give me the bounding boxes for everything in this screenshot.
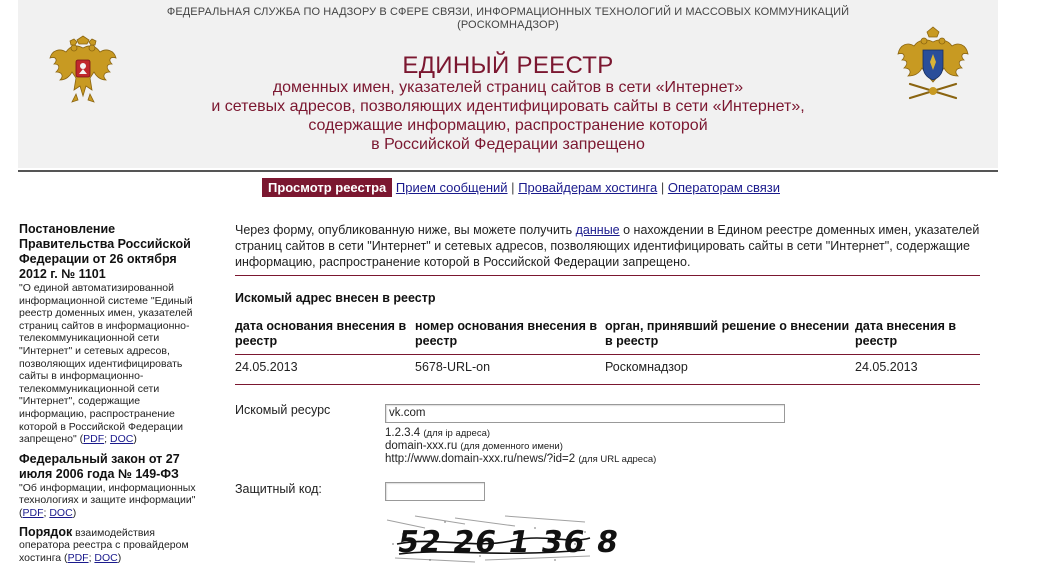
order-doc-link[interactable]: DOC bbox=[94, 551, 118, 564]
main-content bbox=[235, 222, 980, 385]
main-nav bbox=[0, 178, 1042, 197]
law-doc-link[interactable]: DOC bbox=[49, 506, 73, 519]
law-title: Федеральный закон от 27 июля 2006 года № 149-ФЗ bbox=[19, 451, 180, 481]
header-divider bbox=[18, 170, 998, 172]
col-entry-date: дата внесения в реестр bbox=[855, 319, 957, 348]
decree-pdf-link[interactable]: PDF bbox=[83, 433, 105, 446]
decree-doc-link[interactable]: DOC bbox=[110, 433, 134, 446]
nav-messages[interactable]: Прием сообщений bbox=[395, 180, 508, 195]
result-title: Искомый адрес внесен в реестр bbox=[235, 291, 436, 305]
nav-telecom-operators[interactable]: Операторам связи bbox=[667, 180, 780, 195]
sidebar-decree: Постановление Правительства Российской Федерации от 26 октября 2012 г. № 1101 "О единой автоматизированной информационной системе "Единый реестр доменных имен, указателей страниц сайтов в информационно-телекоммуникационной сети "Интернет" и сетевых адресов, позволяющих идентифицировать сайты в информационно-телекоммуникационной сети "Интернет", содержащие информацию, распространение которой в Российской Федерации запрещено" (PDF; DOC) bbox=[19, 222, 201, 446]
captcha-input[interactable] bbox=[385, 482, 485, 501]
sidebar-order: Порядок взаимодействия оператора реестра с провайдером хостинга (PDF; DOC) bbox=[19, 524, 189, 564]
table-row bbox=[235, 355, 980, 374]
col-basis-number: номер основания внесения в реестр bbox=[415, 319, 598, 348]
order-text: взаимодействия оператора реестра с провайдером хостинга bbox=[19, 526, 189, 564]
sidebar-law: Федеральный закон от 27 июля 2006 года № 149-ФЗ "Об информации, информационных технологиях и защите информации" (PDF; DOC) bbox=[19, 452, 201, 520]
nav-hosting-providers[interactable]: Провайдерам хостинга bbox=[518, 180, 658, 195]
col-basis-date: дата основания внесения в реестр bbox=[235, 319, 407, 348]
cell-basis-number: 5678-URL-on bbox=[415, 360, 491, 374]
resource-hints: 1.2.3.4 (для ip адреса) domain-xxx.ru (для доменного имени) http://www.domain-xxx.ru/news/?id=2 (для URL адреса) bbox=[385, 427, 657, 465]
result-table bbox=[235, 319, 980, 385]
section-divider bbox=[235, 275, 980, 276]
col-authority: орган, принявший решение о внесении в реестр bbox=[605, 319, 850, 348]
intro-text: Через форму, опубликованную ниже, вы можете получить данные о нахождении в Едином реестре доменных имен, указателей страниц сайтов в сети "Интернет" и сетевых адресов, позволяющих идентифицировать сайты в сети "Интернет", содержащие информацию, распространение которой в Российской Федерации запрещено. bbox=[235, 223, 980, 269]
nav-separator: | bbox=[660, 180, 665, 195]
cell-basis-date: 24.05.2013 bbox=[235, 360, 298, 374]
agency-name: ФЕДЕРАЛЬНАЯ СЛУЖБА ПО НАДЗОРУ В СФЕРЕ СВЯЗИ, ИНФОРМАЦИОННЫХ ТЕХНОЛОГИЙ И МАССОВЫХ КОММУНИКАЦИЙ (РОСКОМНАДЗОР) bbox=[166, 6, 850, 31]
table-rule-row bbox=[235, 374, 980, 385]
nav-separator: | bbox=[511, 180, 515, 195]
order-title: Порядок bbox=[19, 524, 73, 539]
data-link[interactable]: данные bbox=[575, 223, 620, 237]
order-pdf-link[interactable]: PDF bbox=[67, 551, 89, 564]
registry-title: ЕДИНЫЙ РЕЕСТР bbox=[402, 52, 614, 79]
captcha-image bbox=[385, 514, 622, 564]
captcha-label: Защитный код: bbox=[235, 482, 322, 496]
decree-title: Постановление Правительства Российской Федерации от 26 октября 2012 г. № 1101 bbox=[19, 222, 191, 281]
law-text: "Об информации, информационных технологиях и защите информации" bbox=[19, 481, 196, 507]
resource-input[interactable] bbox=[385, 404, 785, 423]
law-pdf-link[interactable]: PDF bbox=[22, 506, 44, 519]
site-header bbox=[18, 0, 998, 168]
cell-authority: Роскомнадзор bbox=[605, 360, 688, 374]
decree-text: "О единой автоматизированной информационной системе "Единый реестр доменных имен, указателей страниц сайтов в информационно-телекоммуникационной сети "Интернет" и сетевых адресов, позволяющих идентифицировать сайты в информационно-телекоммуникационной сети "Интернет", содержащие информацию, распространение которой в Российской Федерации запрещено" bbox=[19, 282, 193, 446]
table-header-row bbox=[235, 319, 980, 349]
cell-entry-date: 24.05.2013 bbox=[855, 360, 918, 374]
captcha-text: 52 26 1 36 8 bbox=[394, 525, 622, 560]
sidebar bbox=[19, 222, 201, 570]
registry-subtitle: доменных имен, указателей страниц сайтов в сети «Интернет» и сетевых адресов, позволяющих идентифицировать сайты в сети «Интернет», содержащие информацию, распространение которой в Российской Федерации запрещено bbox=[211, 79, 805, 153]
nav-registry-view[interactable]: Просмотр реестра bbox=[262, 178, 392, 197]
resource-label: Искомый ресурс bbox=[235, 403, 331, 417]
